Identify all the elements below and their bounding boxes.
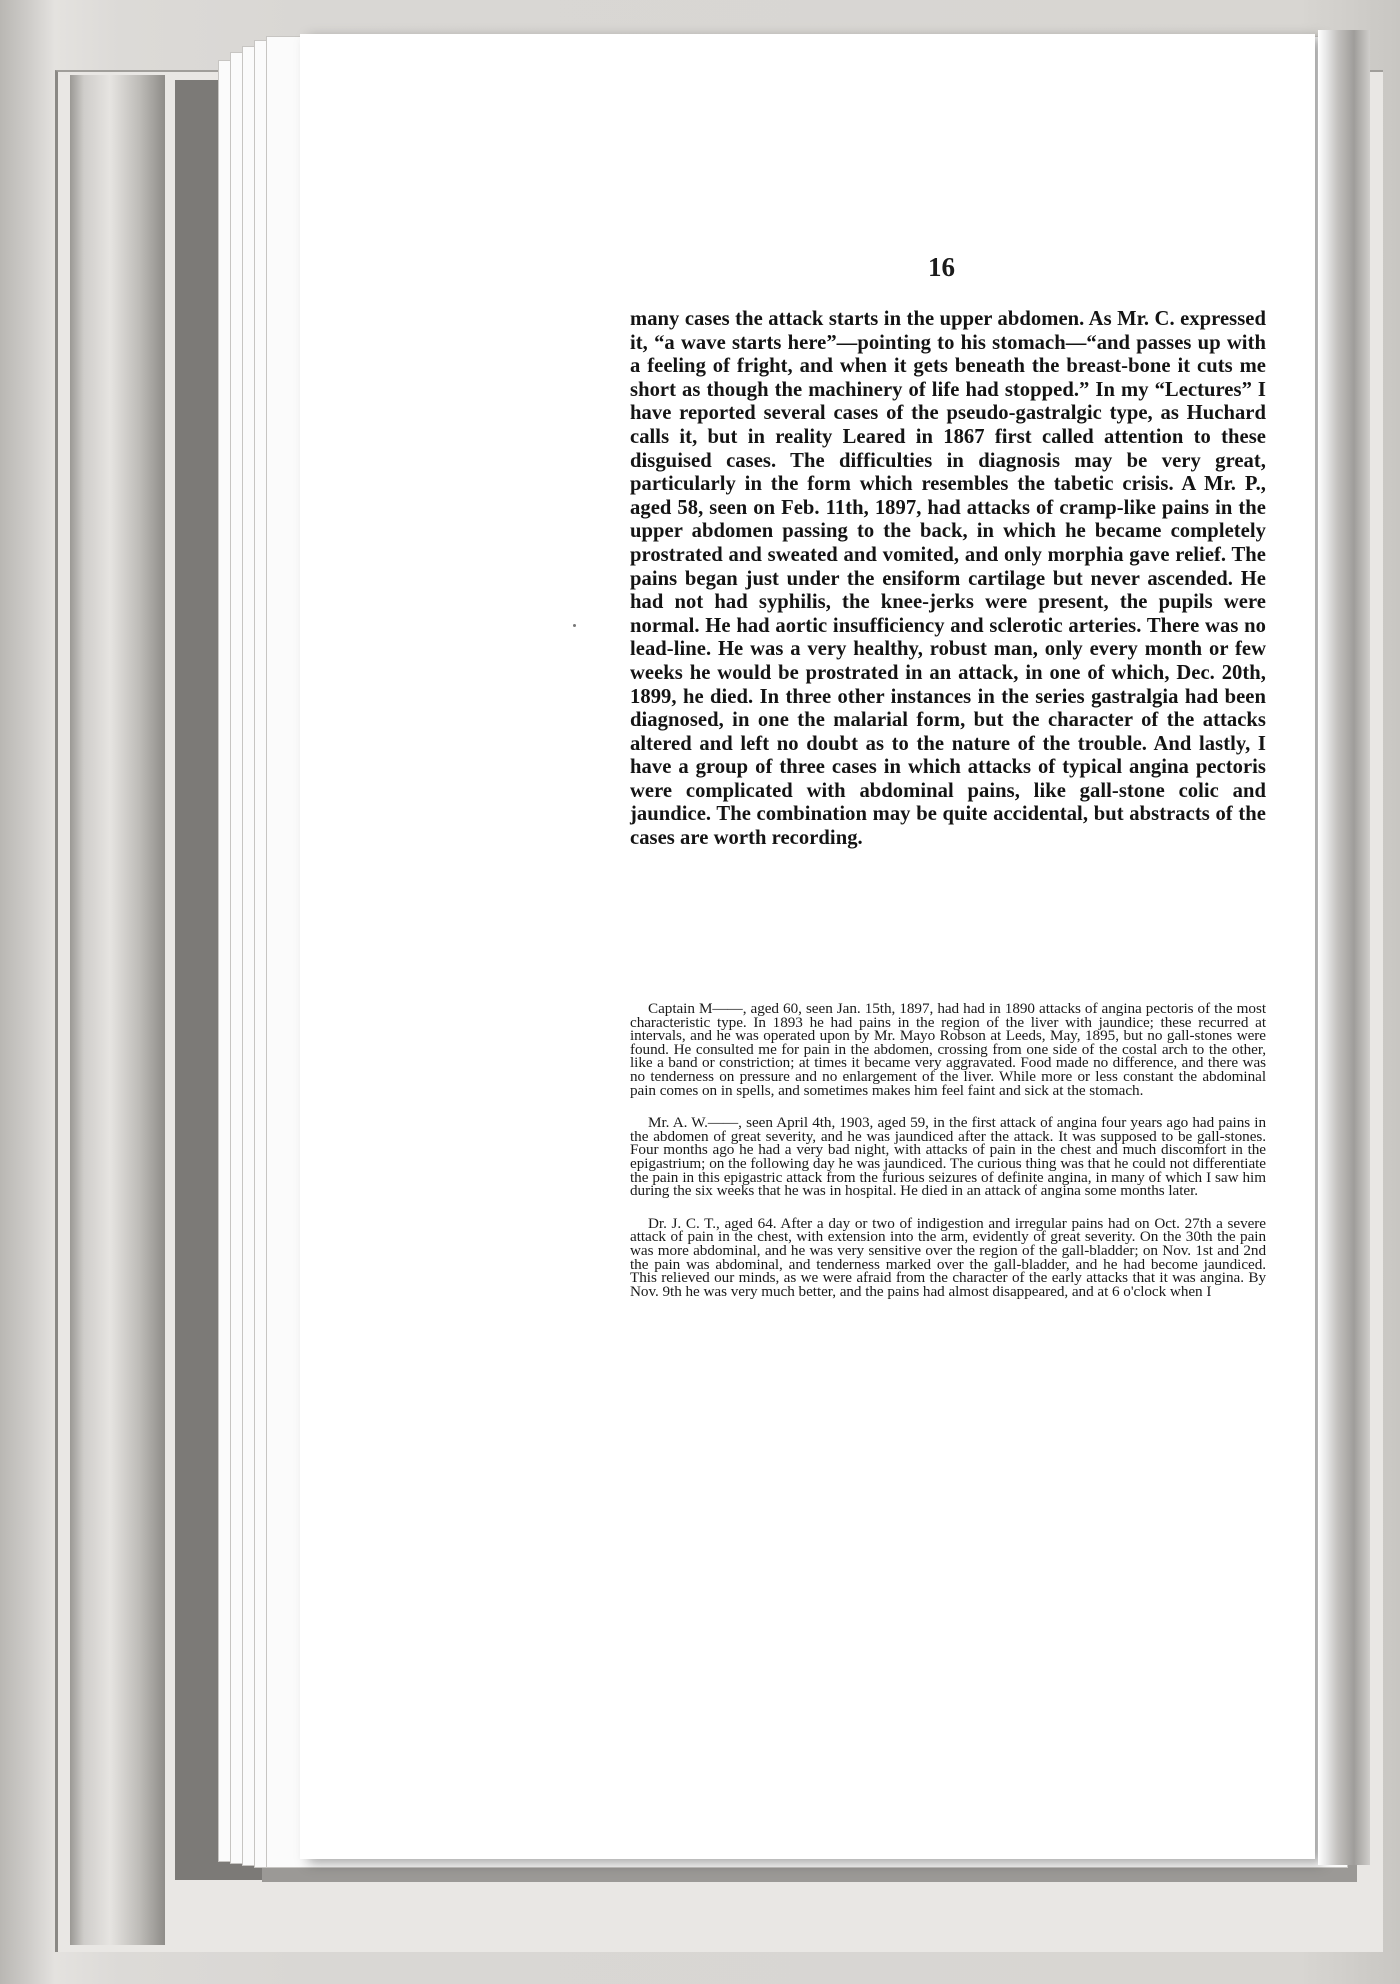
case-note-dr-jct: Dr. J. C. T., aged 64. After a day or two of indigestion and irregular pains had on Oct. 27th a severe attack of pain in the chest, with extension into the arm, evidently of great severity. On the 30th the pain was more abdominal, and he was very sensitive over the region of the gall-bladder; on Nov. 1st and 2nd the pain was abdominal, and tenderness marked over the gall-bladder, and he had become jaundiced. This relieved our minds, as we were afraid from the character of the early attacks that it was angina. By Nov. 9th he was very much better, and the pains had almost disappeared, and at 6 o'clock when I bbox=[630, 1214, 1266, 1300]
page-number: 16 bbox=[928, 252, 955, 282]
case-notes bbox=[630, 1002, 1266, 1317]
speck bbox=[573, 624, 576, 627]
page-fore-edge-shadow bbox=[1318, 30, 1370, 1865]
case-note-mr-aw: Mr. A. W.——, seen April 4th, 1903, aged 59, in the first attack of angina four years ago had pains in the abdomen of great severity, and he was jaundiced after the attack. It was supposed to be gall-stones. Four months ago he had a very bad night, with attacks of pain in the chest and much discomfort in the epigastrium; on the following day he was jaundiced. The curious thing was that he could not differentiate the pain in this epigastric attack from the furious seizures of definite angina, in many of which I saw him during the six weeks that he was in hospital. He died in an attack of angina some months later. bbox=[630, 1114, 1266, 1200]
main-paragraph: many cases the attack starts in the upper abdomen. As Mr. C. expressed it, “a wave starts here”—pointing to his stomach—“and passes up with a feeling of fright, and when it gets beneath the breast-bone it cuts me short as though the machinery of life had stopped.” In my “Lectures” I have reported several cases of the pseudo-gastralgic type, as Huchard calls it, but in reality Leared in 1867 first called attention to these disguised cases. The difficulties in diagnosis may be very great, particularly in the form which resembles the tabetic crisis. A Mr. P., aged 58, seen on Feb. 11th, 1897, had attacks of cramp-like pains in the upper abdomen passing to the back, in which he became completely prostrated and sweated and vomited, and only morphia gave relief. The pains began just under the ensiform cartilage but never ascended. He had not had syphilis, the knee-jerks were present, the pupils were normal. He had aortic insufficiency and sclerotic arteries. There was no lead-line. He was a very healthy, robust man, only every month or few weeks he would be prostrated in an attack, in one of which, Dec. 20th, 1899, he died. In three other instances in the series gastralgia had been diagnosed, in one the malarial form, but the character of the attacks altered and left no doubt as to the nature of the trouble. And lastly, I have a group of three cases in which attacks of typical angina pectoris were complicated with abdominal pains, like gall-stone colic and jaundice. The combination may be quite accidental, but abstracts of the cases are worth recording. bbox=[630, 308, 1266, 850]
book-spine-shadow bbox=[70, 75, 165, 1945]
body-text bbox=[630, 308, 1266, 851]
case-note-captain-m: Captain M——, aged 60, seen Jan. 15th, 1897, had had in 1890 attacks of angina pectoris of the most characteristic type. In 1893 he had pains in the region of the liver with jaundice; these recurred at intervals, and he was operated upon by Mr. Mayo Robson at Leeds, May, 1895, but no gall-stones were found. He consulted me for pain in the abdomen, crossing from one side of the costal arch to the other, like a band or constriction; at times it became very aggravated. Food made no difference, and there was no tenderness on pressure and no enlargement of the liver. While more or less constant the abdominal pain comes on in spells, and sometimes makes him feel faint and sick at the stomach. bbox=[630, 1000, 1266, 1099]
